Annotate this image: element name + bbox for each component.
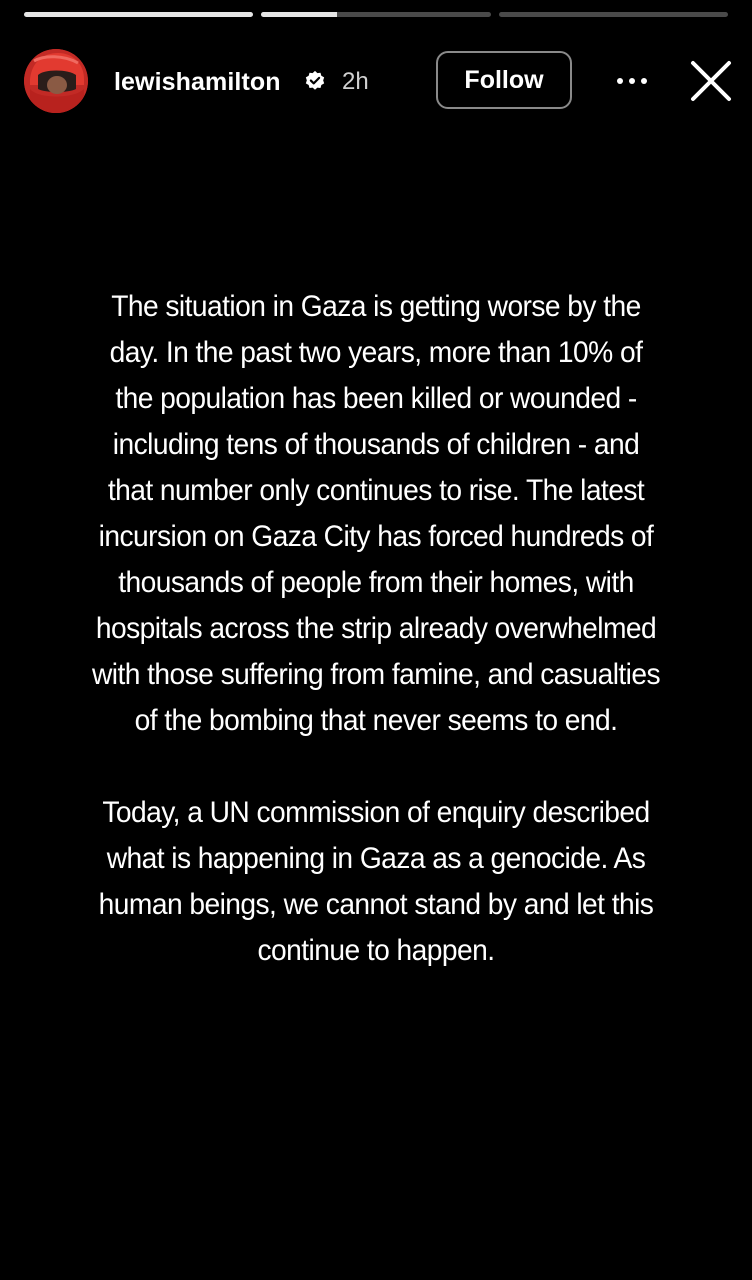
story-text	[88, 284, 663, 974]
more-options-icon[interactable]	[614, 66, 650, 96]
story-header	[24, 48, 732, 114]
close-icon[interactable]	[688, 58, 734, 104]
username[interactable]: lewishamilton	[114, 68, 281, 96]
story-progress-fill	[24, 12, 253, 17]
story-progress-segment	[24, 12, 253, 17]
story-progress-fill	[261, 12, 337, 17]
story-paragraph: Today, a UN commission of enquiry described what is happening in Gaza as a genocide. As human beings, we cannot stand by and let this continue to happen.	[98, 796, 654, 967]
verified-badge-icon	[304, 70, 326, 92]
story-paragraph: The situation in Gaza is getting worse by the day. In the past two years, more than 10% of the population has been killed or wounded - including tens of thousands of children - and that number only continues to rise. The latest incursion on Gaza City has forced hundreds of thousands of people from their homes, with hospitals across the strip already overwhelmed with those suffering from famine, and casualties of the bombing that never seems to end.	[91, 290, 661, 737]
follow-button[interactable]: Follow	[436, 51, 572, 109]
story-progress-segment	[499, 12, 728, 17]
post-time: 2h	[342, 68, 369, 95]
story-progress-bar	[24, 12, 728, 17]
story-progress-segment	[261, 12, 490, 17]
avatar[interactable]	[24, 49, 88, 113]
